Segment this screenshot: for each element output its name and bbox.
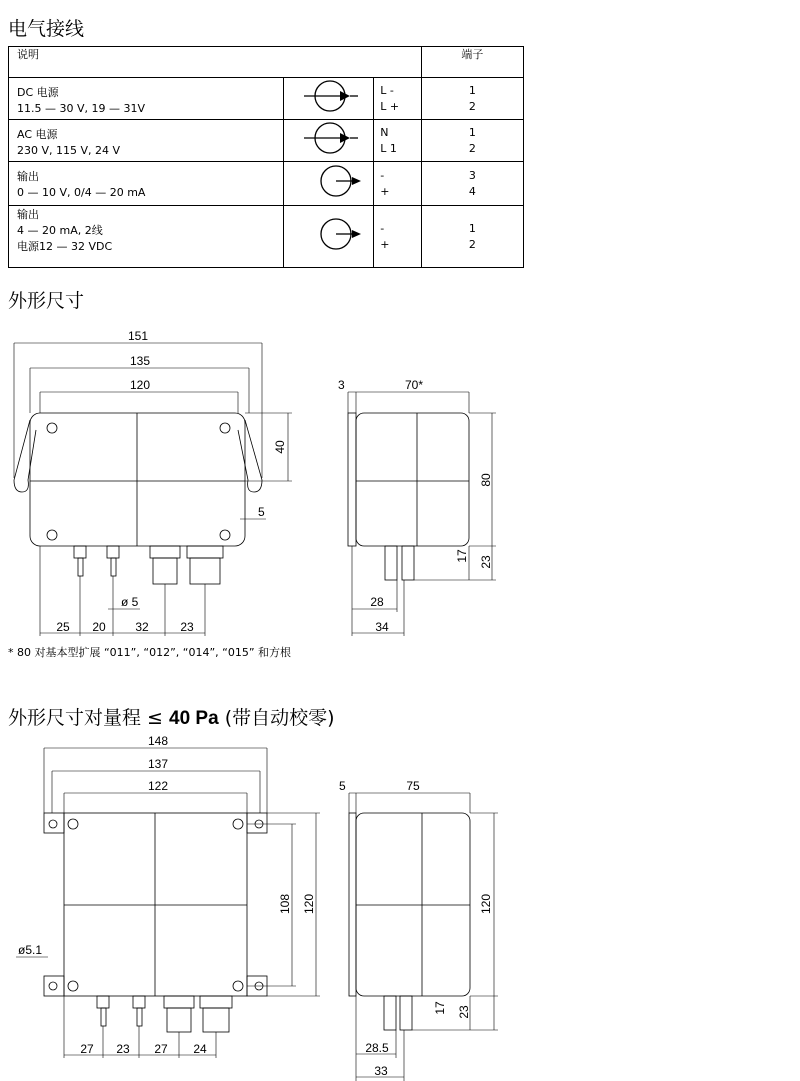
dimension-drawing-2: [0, 730, 800, 1081]
dim-148: 148: [147, 734, 169, 748]
terminal: 4: [468, 184, 476, 198]
row-spec: 230 V, 115 V, 24 V: [17, 144, 121, 157]
dim-108: 108: [278, 893, 292, 915]
dim-27-a: 27: [80, 1042, 94, 1056]
dim-34: 34: [375, 620, 389, 634]
dim-5: 5: [339, 779, 346, 793]
label: -: [380, 168, 385, 182]
label: +: [380, 237, 390, 251]
dim-120: 120: [302, 893, 316, 915]
row-terminals: [421, 120, 523, 162]
row-labels: [374, 78, 421, 120]
terminal: 1: [468, 125, 476, 139]
terminal: 2: [468, 99, 476, 113]
wiring-section-title: 电气接线: [8, 18, 85, 40]
dim-33: 33: [374, 1064, 388, 1078]
dimensions-40pa-section-title: [8, 703, 335, 730]
dim-40: 40: [273, 440, 287, 454]
dim-151: 151: [127, 329, 149, 343]
dim-27-b: 27: [154, 1042, 168, 1056]
table-row: [9, 120, 524, 162]
dim-dia-5: ø 5: [121, 595, 139, 609]
dim-70: 70*: [404, 378, 424, 392]
output-arrow-icon: [284, 162, 374, 206]
table-row: [9, 162, 524, 206]
row-spec: 电源12 — 32 VDC: [17, 240, 113, 253]
dim-23-side: 23: [457, 1005, 471, 1019]
dim-17: 17: [433, 1001, 447, 1015]
terminal: 2: [468, 237, 476, 251]
row-terminals: [421, 78, 523, 120]
dimension-drawing-1: [0, 320, 800, 640]
dim-23-side: 23: [479, 555, 493, 569]
row-description: [9, 78, 284, 120]
table-row: [9, 78, 524, 120]
dim-dia-5-1: ø5.1: [18, 943, 43, 957]
label: -: [380, 221, 385, 235]
output-arrow-icon: [284, 206, 374, 268]
row-description: [9, 206, 284, 268]
row-title: AC 电源: [17, 128, 58, 141]
label: L -: [380, 83, 394, 97]
row-spec: 4 — 20 mA, 2线: [17, 224, 103, 237]
title-bold: 40 Pa: [169, 708, 219, 729]
row-labels: [374, 162, 421, 206]
wiring-table: [8, 46, 524, 268]
terminal: 3: [468, 168, 476, 182]
dim-28-5: 28.5: [365, 1041, 389, 1055]
row-spec: 0 — 10 V, 0/4 — 20 mA: [17, 186, 146, 199]
terminal: 1: [468, 221, 476, 235]
label: L 1: [380, 141, 397, 155]
input-arrow-icon: [284, 78, 374, 120]
dim-17: 17: [455, 549, 469, 563]
dimensions-section-title: 外形尺寸: [8, 290, 85, 312]
footnote: * 80 对基本型扩展 “011”, “012”, “014”, “015” 和方根: [8, 646, 292, 659]
label: L +: [380, 99, 400, 113]
dim-24: 24: [193, 1042, 207, 1056]
dim-23: 23: [116, 1042, 130, 1056]
dim-137: 137: [147, 757, 169, 771]
terminal: 1: [468, 83, 476, 97]
dim-120: 120: [129, 378, 151, 392]
label: N: [380, 125, 389, 139]
dim-28: 28: [370, 595, 384, 609]
title-suffix: (带自动校零): [218, 707, 335, 729]
dim-20: 20: [92, 620, 106, 634]
input-arrow-icon: [284, 120, 374, 162]
dim-120-side: 120: [479, 893, 493, 915]
table-row: [9, 206, 524, 268]
dim-32: 32: [135, 620, 149, 634]
label: +: [380, 184, 390, 198]
dim-25: 25: [56, 620, 70, 634]
row-terminals: [421, 162, 523, 206]
table-header-row: [9, 47, 524, 78]
header-terminal: 端子: [421, 47, 523, 78]
dim-122: 122: [147, 779, 169, 793]
title-prefix: 外形尺寸对量程 ≤: [8, 707, 169, 729]
row-spec: 11.5 — 30 V, 19 — 31V: [17, 102, 146, 115]
row-description: [9, 120, 284, 162]
dim-75: 75: [406, 779, 420, 793]
row-labels: [374, 120, 421, 162]
row-title: 输出: [17, 208, 39, 221]
dim-135: 135: [129, 354, 151, 368]
dim-3: 3: [338, 378, 345, 392]
terminal: 2: [468, 141, 476, 155]
dim-5: 5: [258, 505, 265, 519]
row-terminals: [421, 206, 523, 268]
row-labels: [374, 206, 421, 268]
row-title: 输出: [17, 170, 39, 183]
row-title: DC 电源: [17, 86, 59, 99]
dim-23: 23: [180, 620, 194, 634]
header-description: 说明: [9, 47, 422, 78]
dim-80: 80: [479, 473, 493, 487]
row-description: [9, 162, 284, 206]
